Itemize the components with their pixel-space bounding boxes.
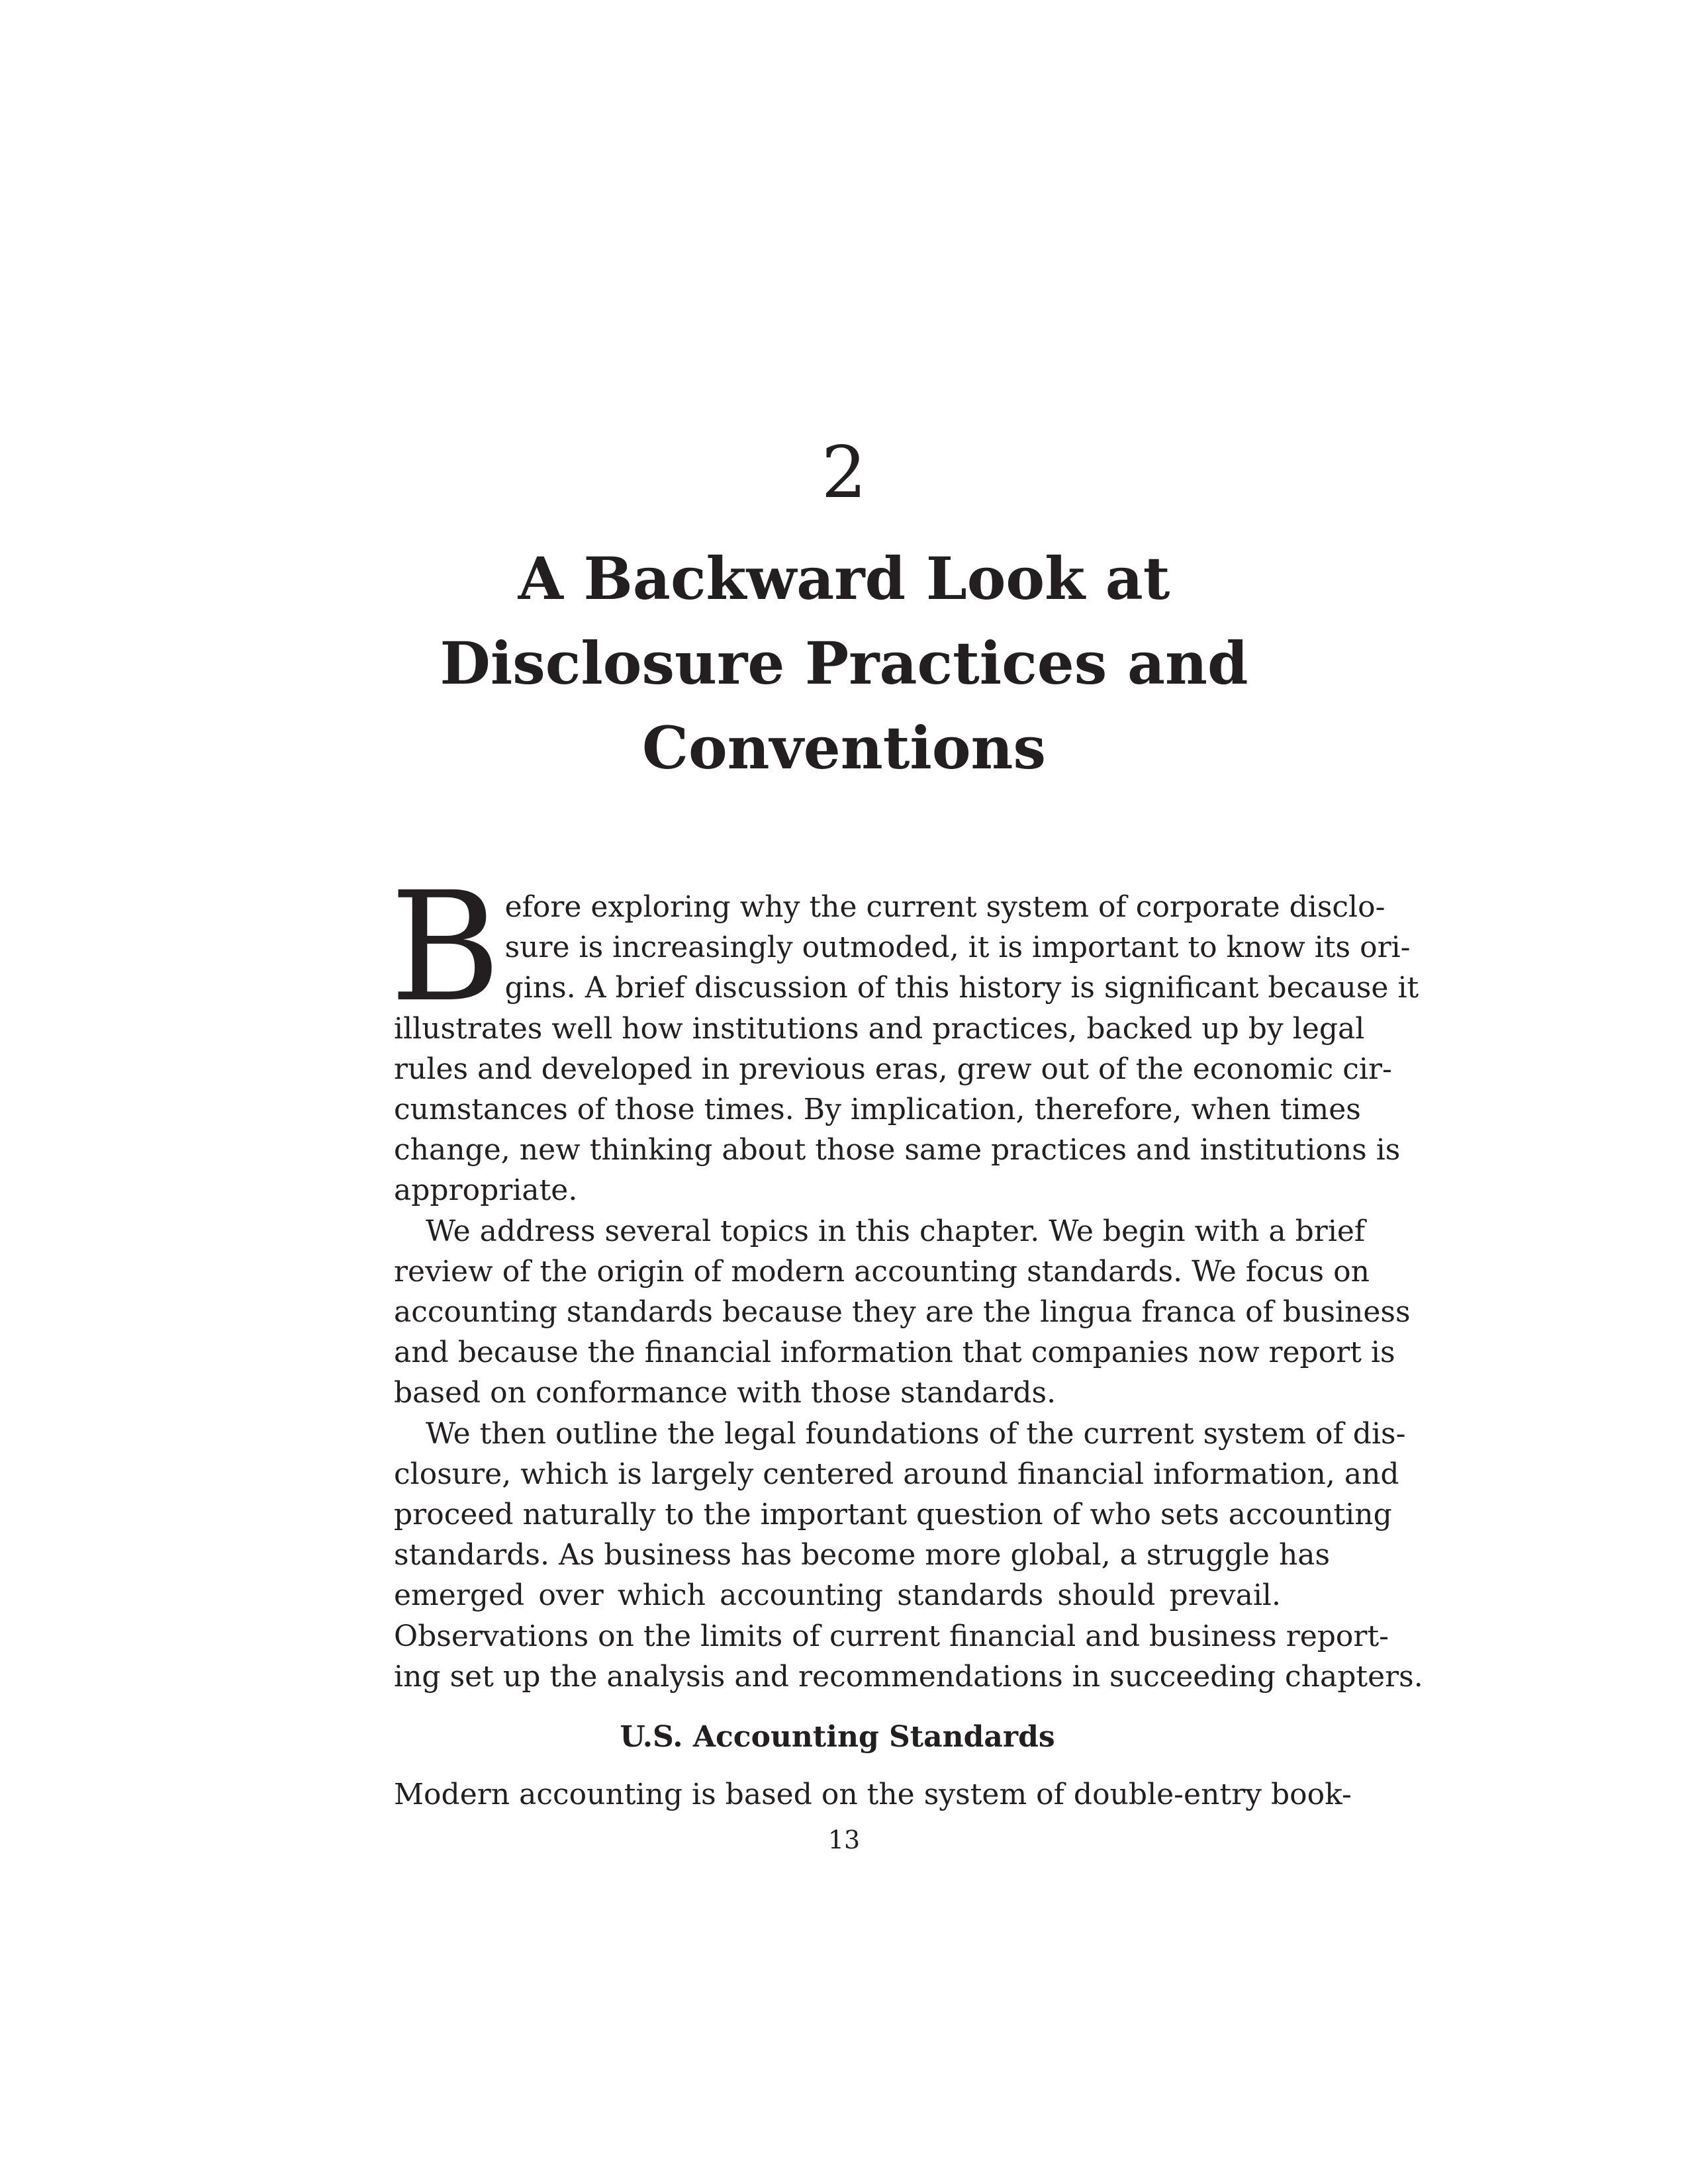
text-line: gins. A brief discussion of this history is significant because it: [504, 971, 1419, 1005]
text-line: change, new thinking about those same practices and institutions is: [394, 1133, 1401, 1167]
paragraph-outline: [394, 1414, 1423, 1697]
section-heading: U.S. Accounting Standards: [620, 1720, 1055, 1754]
text-line: appropriate.: [394, 1173, 578, 1208]
page-number: 13: [827, 1825, 861, 1854]
chapter-title-line: Disclosure Practices and: [440, 629, 1248, 698]
text-line: and because the financial information that companies now report is: [394, 1336, 1395, 1370]
drop-cap: B: [390, 859, 501, 1035]
paragraph-intro: [390, 859, 1419, 1211]
text-line: Observations on the limits of current financial and business report-: [394, 1619, 1389, 1653]
text-line: Modern accounting is based on the system of double-entry book-: [394, 1778, 1352, 1812]
text-line: emerged over which accounting standards should prevail.: [394, 1578, 1281, 1613]
text-line: ing set up the analysis and recommendations in succeeding chapters.: [394, 1659, 1423, 1694]
text-line: efore exploring why the current system of corporate disclo-: [504, 890, 1385, 924]
text-line: rules and developed in previous eras, grew out of the economic cir-: [394, 1052, 1392, 1086]
text-line: accounting standards because they are the lingua franca of business: [394, 1295, 1411, 1330]
text-line: standards. As business has become more global, a struggle has: [394, 1538, 1331, 1572]
paragraph-modern-accounting: [394, 1774, 1352, 1815]
paragraph-topics: [394, 1211, 1411, 1414]
text-line: review of the origin of modern accounting standards. We focus on: [394, 1254, 1370, 1289]
text-line: closure, which is largely centered around financial information, and: [394, 1457, 1399, 1491]
text-line: sure is increasingly outmoded, it is important to know its ori-: [504, 931, 1411, 965]
body-text: [390, 859, 1423, 1815]
chapter-title-line: A Backward Look at: [518, 544, 1170, 613]
text-line: We then outline the legal foundations of the current system of dis-: [426, 1416, 1406, 1451]
text-line: We address several topics in this chapter. We begin with a brief: [426, 1214, 1366, 1248]
text-line: cumstances of those times. By implication, therefore, when times: [394, 1093, 1361, 1127]
text-line: based on conformance with those standards.: [394, 1376, 1056, 1410]
chapter-title: [397, 536, 1291, 790]
text-line: illustrates well how institutions and practices, backed up by legal: [394, 1011, 1365, 1046]
text-line: proceed naturally to the important question of who sets accounting: [394, 1498, 1392, 1532]
chapter-number: 2: [821, 432, 867, 514]
chapter-title-line: Conventions: [641, 713, 1047, 782]
